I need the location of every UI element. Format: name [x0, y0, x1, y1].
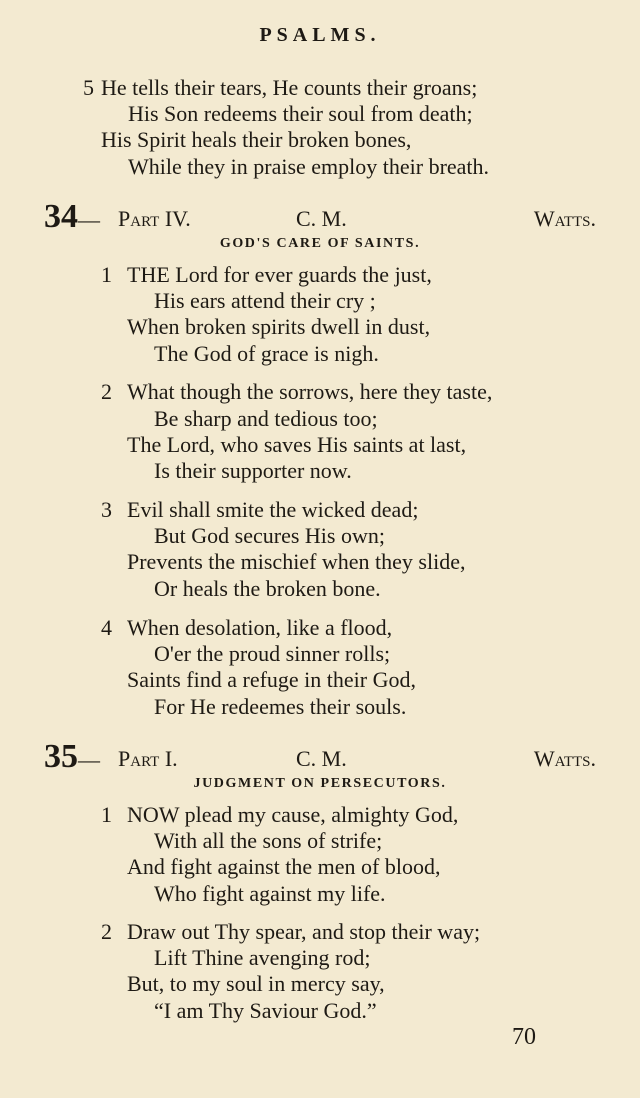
- hymn-author: Watts.: [533, 206, 596, 231]
- stanza-number: 5: [83, 75, 94, 100]
- hymn-subtitle: JUDGMENT ON PERSECUTORS.: [193, 776, 447, 791]
- verse-line: O'er the proud sinner rolls;: [154, 641, 391, 666]
- hymn-subtitle: GOD'S CARE OF SAINTS.: [219, 236, 421, 251]
- verse-line: Prevents the mischief when they slide,: [127, 549, 466, 574]
- verse-line: But God secures His own;: [154, 523, 385, 548]
- verse-line: Who fight against my life.: [154, 881, 386, 906]
- running-header: PSALMS.: [259, 24, 381, 46]
- verse-line: His Spirit heals their broken bones,: [101, 127, 412, 152]
- hymn-34-heading: [44, 200, 596, 234]
- hymn-meter: C. M.: [296, 746, 347, 771]
- hymn-35-heading: [44, 740, 596, 774]
- verse-line: Is their supporter now.: [154, 458, 352, 483]
- verse-line: Saints find a refuge in their God,: [127, 667, 416, 692]
- verse-line: “I am Thy Saviour God.”: [154, 998, 377, 1023]
- verse-line: Evil shall smite the wicked dead;: [127, 497, 419, 522]
- hymn-part: Part I.: [118, 746, 178, 771]
- stanza-number: 4: [101, 615, 112, 640]
- verse-line: The Lord, who saves His saints at last,: [127, 432, 467, 457]
- stanza-number: 1: [101, 262, 112, 287]
- hymn-meter: C. M.: [296, 206, 347, 231]
- verse-line: With all the sons of strife;: [154, 828, 383, 853]
- page-number: 70: [512, 1024, 536, 1050]
- hymn-number: 34—: [44, 198, 100, 235]
- stanza-number: 2: [101, 379, 112, 404]
- verse-line: For He redeemes their souls.: [154, 694, 407, 719]
- hymn-part: Part IV.: [118, 206, 191, 231]
- hymn-author: Watts.: [533, 746, 596, 771]
- stanza-number: 1: [101, 802, 112, 827]
- stanza-number: 2: [101, 919, 112, 944]
- verse-line: And fight against the men of blood,: [127, 854, 441, 879]
- verse-line: When desolation, like a flood,: [127, 615, 393, 640]
- verse-line: He tells their tears, He counts their groans;: [101, 75, 478, 100]
- verse-line: What though the sorrows, here they taste,: [127, 379, 493, 404]
- verse-line: His ears attend their cry ;: [154, 288, 376, 313]
- verse-line: The God of grace is nigh.: [154, 341, 379, 366]
- verse-line: Lift Thine avenging rod;: [154, 945, 371, 970]
- verse-line: But, to my soul in mercy say,: [127, 971, 385, 996]
- stanza-number: 3: [101, 497, 112, 522]
- hymn-number: 35—: [44, 738, 100, 775]
- verse-line: NOW plead my cause, almighty God,: [127, 802, 459, 827]
- verse-line: Draw out Thy spear, and stop their way;: [127, 919, 481, 944]
- verse-line: While they in praise employ their breath.: [128, 154, 490, 179]
- verse-line: Be sharp and tedious too;: [154, 406, 378, 431]
- verse-line: His Son redeems their soul from death;: [128, 101, 473, 126]
- verse-line: Or heals the broken bone.: [154, 576, 381, 601]
- verse-line: THE Lord for ever guards the just,: [127, 262, 432, 287]
- verse-line: When broken spirits dwell in dust,: [127, 314, 431, 339]
